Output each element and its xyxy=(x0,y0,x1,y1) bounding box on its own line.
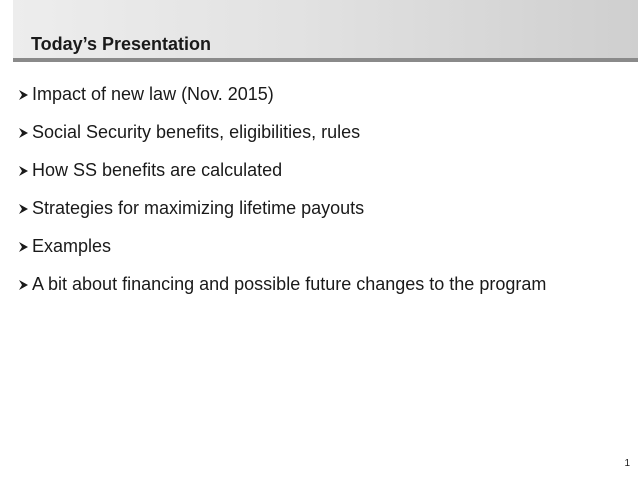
bullet-item xyxy=(18,198,578,219)
bullet-item xyxy=(18,236,578,257)
bullet-item xyxy=(18,84,578,105)
bullet-text: Strategies for maximizing lifetime payouts xyxy=(32,198,365,218)
page-number: 1 xyxy=(624,458,630,469)
title-bar xyxy=(13,0,638,62)
slide-title: Today’s Presentation xyxy=(31,34,212,54)
bullet-text: Impact of new law (Nov. 2015) xyxy=(32,84,274,104)
arrow-bullet-icon xyxy=(18,236,32,257)
arrow-bullet-icon xyxy=(18,274,32,295)
bullet-item xyxy=(18,274,578,295)
bullet-text: Examples xyxy=(32,236,112,256)
bullet-item xyxy=(18,122,578,143)
bullet-item xyxy=(18,160,578,181)
arrow-bullet-icon xyxy=(18,160,32,181)
bullet-list xyxy=(18,84,578,312)
arrow-bullet-icon xyxy=(18,122,32,143)
arrow-bullet-icon xyxy=(18,84,32,105)
bullet-text: A bit about financing and possible future changes to the program xyxy=(32,274,547,294)
arrow-bullet-icon xyxy=(18,198,32,219)
bullet-text: How SS benefits are calculated xyxy=(32,160,283,180)
bullet-text: Social Security benefits, eligibilities, rules xyxy=(32,122,361,142)
